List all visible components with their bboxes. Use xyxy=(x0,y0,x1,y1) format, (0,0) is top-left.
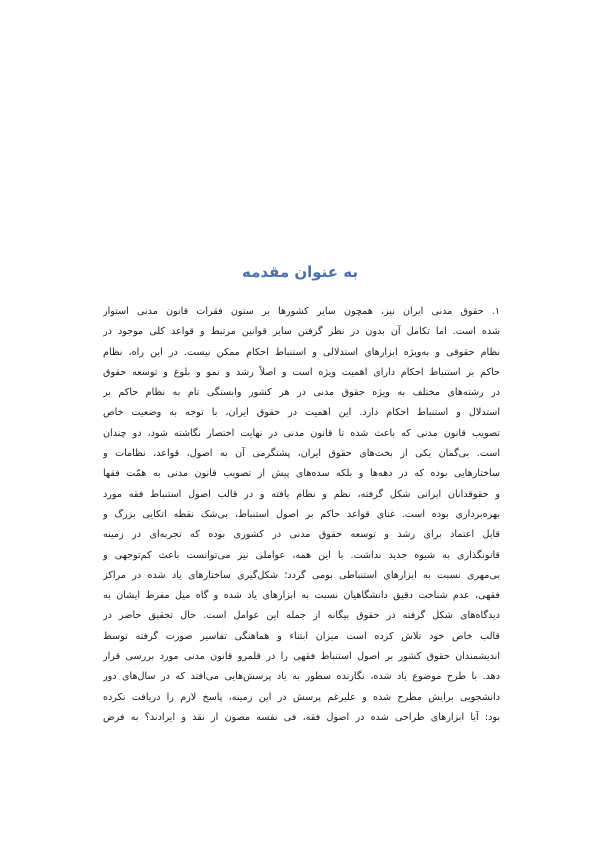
text-line: قالب خاص خود تلاش کرده است میزان ابتناء و هماهنگی تفاسیر صورت گرفته توسط xyxy=(103,630,500,642)
text-line: و حقوقدانان ایرانی شکل گرفته، نظم و نظام یافته و در قالب اصول استنباط فقه مورد xyxy=(103,488,500,500)
text-line: نظام حقوقی و به‌ویژه ابزارهای استدلالی و استنباط احکام ممکن نیست. در این راه، نظام xyxy=(103,346,500,358)
text-line: استدلال و استنباط احکام دارد. این اهمیت در حقوق ایران، با توجه به وضعیت خاص xyxy=(103,407,500,419)
text-line: دانشجویی برایش مطرح شده و علیرغم پرسش در این زمینه، پاسخ لازم را دریافت نکرده xyxy=(103,691,500,703)
text-line: است. بی‌گمان یکی از بخت‌های حقوق ایران، پشتگرمی آن به اصول، قواعد، نظامات و xyxy=(103,448,500,460)
text-line: دیدگاه‌های شکل گرفته در حقوق بیگانه از جمله این عوامل است. حال تحقیق حاضر در xyxy=(103,610,500,622)
text-line: اندیشمندان حقوق کشور بر اصول استنباط فقهی را در قلمرو قانون مدنی مورد بررسی قرار xyxy=(103,651,500,663)
text-line: قابل اعتماد برای رشد و توسعه حقوق مدنی در کشوری بوده که تجربه‌ای در زمینه xyxy=(103,529,500,541)
section-title: به عنوان مقدمه xyxy=(241,263,359,281)
text-line: قانونگذاری به شیوه جدید نداشت. با این همه، عواملی نیز می‌توانست باعث کم‌توجهی و xyxy=(103,549,500,561)
text-line: حاکم بر استنباط احکام دارای اهمیت ویژه است و اصلاً رشد و نمو و بلوغ و توسعه حقوق xyxy=(103,366,500,378)
text-line: فقهی، عدم شناخت دقیق دانشگاهیان نسبت به ابزارهای یاد شده و گاه میل مفرط ایشان به xyxy=(103,590,500,602)
text-line: ۱. حقوق مدنی ایران نیز، همچون سایر کشورها بر ستون فقرات قانون مدنی استوار xyxy=(103,306,500,317)
text-line: شده است. اما تکامل آن بدون در نظر گرفتن سایر قوانین مرتبط و قواعد کلی موجود در xyxy=(103,326,500,338)
text-line: در رشته‌های مختلف به ویژه حقوق مدنی در هر کشور وابستگی تام به نظام حاکم بر xyxy=(103,387,500,399)
text-line: بی‌مهری نسبت به ابزارهای استنباطی بومی گردد؛ شکل‌گیری ساختارهای یاد شده در مراکز xyxy=(103,569,500,581)
text-line: بود: آیا ابزارهای طراحی شده در اصول فقه، فی نفسه مصون از نقد و ایرادند؟ به فرض xyxy=(103,711,500,723)
text-line: دهد. با طرح موضوع یاد شده، نگارنده سطور به یاد پرسش‌هایی می‌افتد که در سال‌های دور xyxy=(103,671,500,683)
text-line: ساختارهایی بوده که در دهه‌ها و بلکه سده‌های پیش از تصویب قانون مدنی به همّت فقها xyxy=(103,468,500,480)
body-paragraph xyxy=(103,302,500,728)
text-line: بهره‌برداری بوده است. غنای قواعد حاکم بر اصول استنباط، بی‌شک نقطه اتکایی بزرگ و xyxy=(103,508,500,520)
text-line: تصویب قانون مدنی که باعث شده تا قانون مدنی در نهایت اختصار نگاشته شود، دو چندان xyxy=(103,427,500,439)
